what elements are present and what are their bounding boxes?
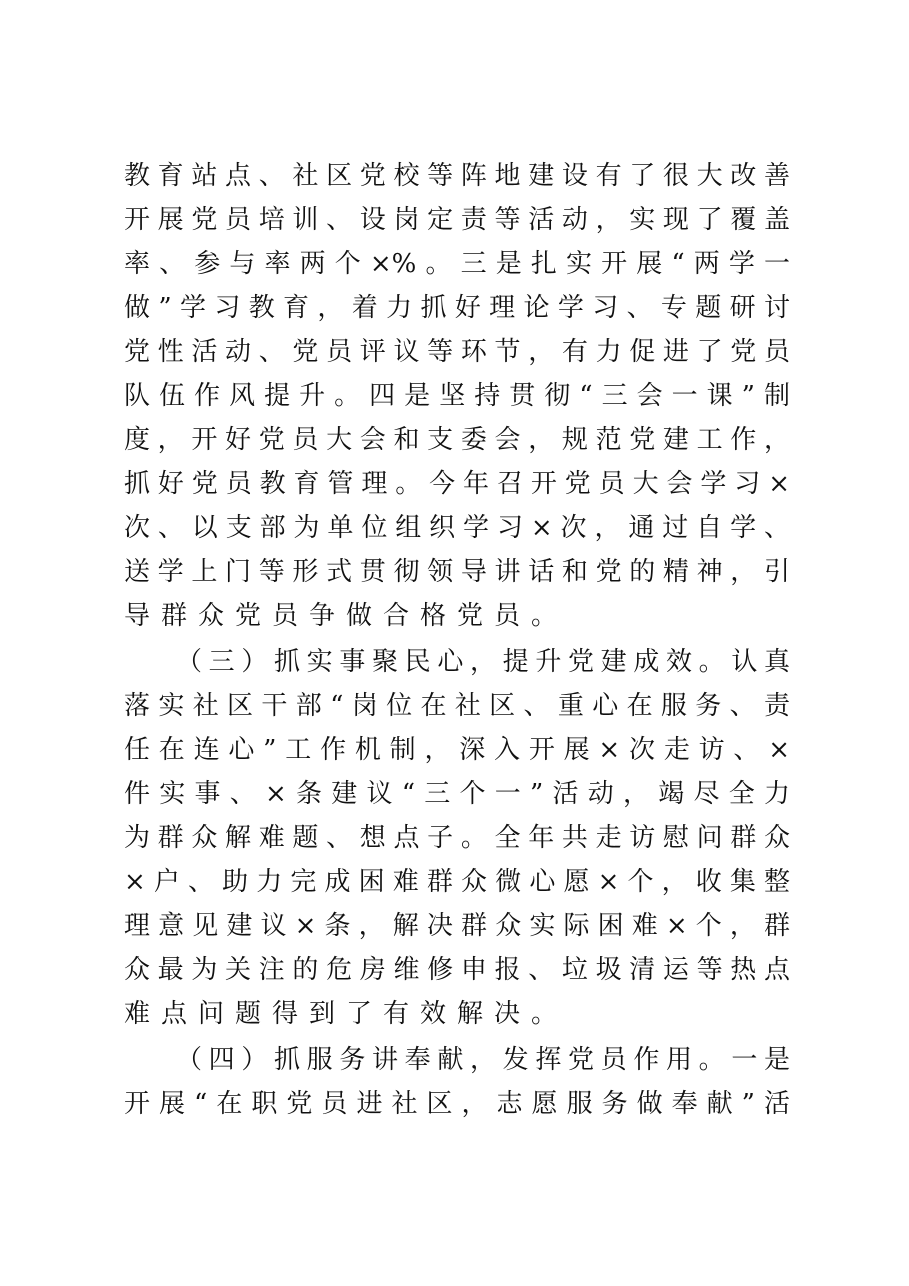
text-line-17: ×户、助力完成困难群众微心愿×个，收集整 — [124, 867, 790, 897]
text-line-18: 理意见建议×条，解决群众实际困难×个，群 — [124, 911, 790, 941]
text-line-14: 任在连心”工作机制，深入开展×次走访、× — [124, 735, 790, 765]
text-line-3: 率、参与率两个×%。三是扎实开展“两学一 — [124, 249, 790, 279]
text-line-1: 教育站点、社区党校等阵地建设有了很大改善 — [124, 161, 790, 191]
text-line-7: 度，开好党员大会和支委会，规范党建工作， — [124, 425, 790, 455]
text-line-16: 为群众解难题、想点子。全年共走访慰问群众 — [124, 823, 790, 853]
text-line-21: （四）抓服务讲奉献，发挥党员作用。一是 — [176, 1045, 790, 1075]
text-line-6: 队伍作风提升。四是坚持贯彻“三会一课”制 — [124, 381, 790, 411]
text-line-13: 落实社区干部“岗位在社区、重心在服务、责 — [124, 691, 790, 721]
text-line-12: （三）抓实事聚民心，提升党建成效。认真 — [176, 647, 790, 677]
text-line-10: 送学上门等形式贯彻领导讲话和党的精神，引 — [124, 557, 790, 587]
text-line-15: 件实事、×条建议“三个一”活动，竭尽全力 — [124, 779, 790, 809]
text-line-8: 抓好党员教育管理。今年召开党员大会学习× — [124, 469, 790, 499]
text-line-5: 党性活动、党员评议等环节，有力促进了党员 — [124, 337, 790, 367]
text-line-20: 难点问题得到了有效解决。 — [124, 999, 569, 1029]
text-line-19: 众最为关注的危房维修申报、垃圾清运等热点 — [124, 955, 790, 985]
text-line-9: 次、以支部为单位组织学习×次，通过自学、 — [124, 513, 790, 543]
text-line-2: 开展党员培训、设岗定责等活动，实现了覆盖 — [124, 205, 790, 235]
text-line-22: 开展“在职党员进社区，志愿服务做奉献”活 — [124, 1089, 790, 1119]
text-line-11: 导群众党员争做合格党员。 — [124, 601, 569, 631]
text-line-4: 做”学习教育，着力抓好理论学习、专题研讨 — [124, 293, 790, 323]
